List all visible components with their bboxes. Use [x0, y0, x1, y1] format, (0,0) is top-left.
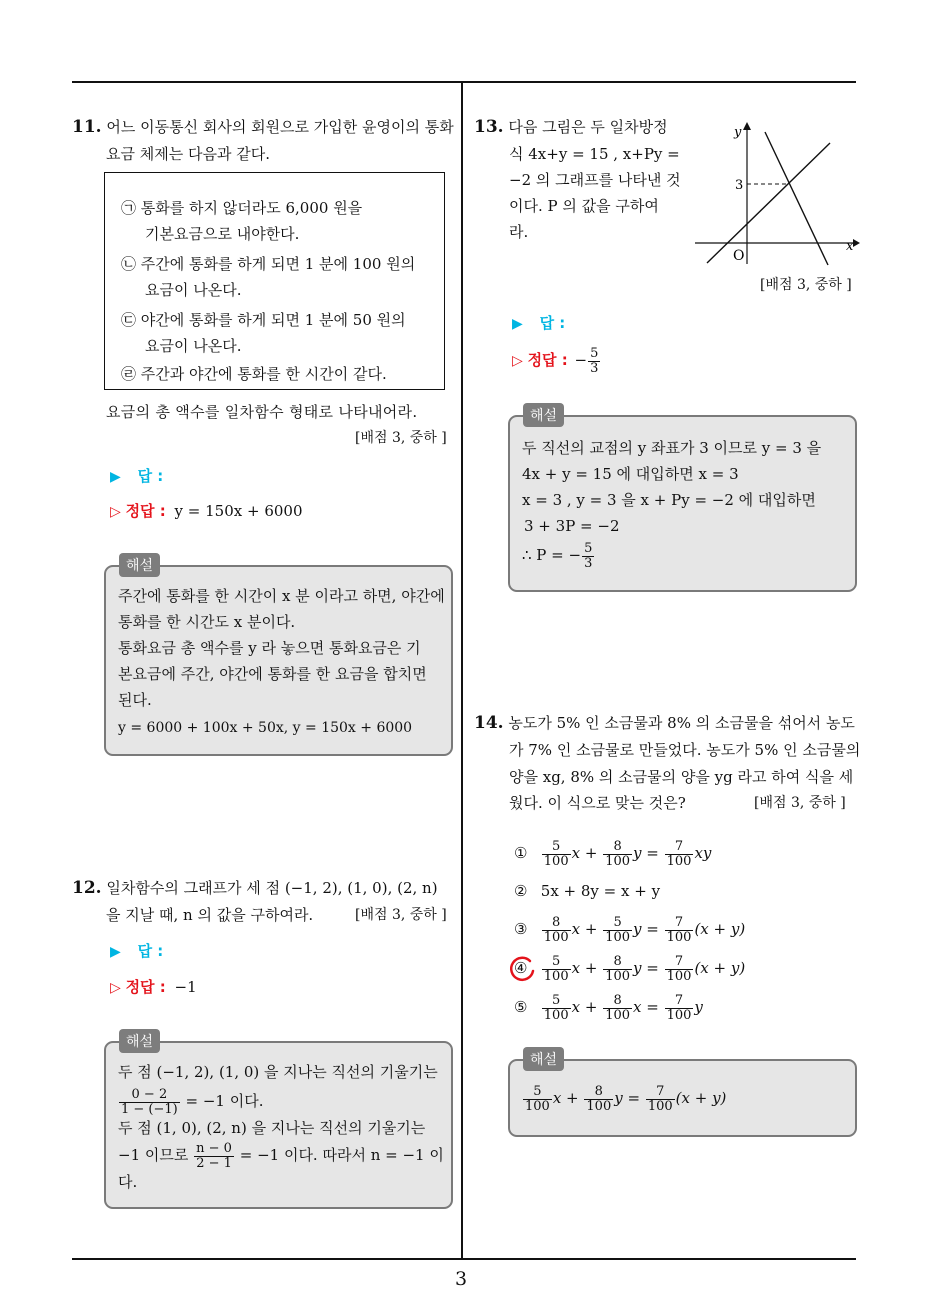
q11-correct-label: 정답 :: [125, 502, 166, 520]
column-divider: [461, 82, 463, 1260]
q13-correct-fraction: $\frac{5}{3}$: [590, 345, 599, 376]
answer-arrow-icon: ▶: [110, 469, 121, 485]
q14-option-5[interactable]: ⑤ $\frac{5}{100}$ x + $\frac{8}{100}$ x = $\frac{7}{100}$ y: [514, 992, 703, 1023]
q13-explanation-box: 두 직선의 교점의 y 좌표가 3 이므로 y = 3 을 4x + y = 15 에 대입하면 x = 3 x = 3 , y = 3 을 x + Py = −2 에 대입하면 3 + 3P = −2 ∴ P = − $\frac{5}{3}$: [508, 415, 857, 592]
answer-arrow-icon: ▶: [512, 316, 523, 332]
q11-number: 11.: [72, 117, 102, 137]
y-tick-label: 3: [735, 178, 744, 193]
q12-answer-label: 답 :: [137, 942, 164, 960]
q11-cond-1: ㉠ 통화를 하지 않더라도 6,000 원을: [121, 199, 363, 217]
q11-cond-1b: 기본요금으로 내야한다.: [145, 225, 300, 243]
q12-answer-row: [110, 940, 163, 963]
bottom-rule: [72, 1258, 856, 1260]
q13-answer-row: [512, 312, 565, 335]
q11-cond-2b: 요금이 나온다.: [145, 281, 242, 299]
q11-stem-line2: 요금 체제는 다음과 같다.: [106, 145, 270, 163]
q12-score: [배점 3, 중하 ]: [355, 907, 447, 923]
correct-answer-circle-icon: [508, 955, 536, 983]
q11-correct-value: y = 150x + 6000: [174, 502, 303, 520]
q14-option-1[interactable]: ① $\frac{5}{100}$ x + $\frac{8}{100}$ y = $\frac{7}{100}$ xy: [514, 838, 712, 869]
q13-stem-line1: 13. 다음 그림은 두 일차방정: [474, 117, 668, 137]
page-number: 3: [455, 1268, 468, 1290]
q14-option-3[interactable]: ③ $\frac{8}{100}$ x + $\frac{5}{100}$ y = $\frac{7}{100}$ (x + y): [514, 914, 746, 945]
q11-cond-3: ㉢ 야간에 통화를 하게 되면 1 분에 50 원의: [121, 311, 406, 329]
q11-answer-row: [110, 465, 163, 488]
correct-arrow-icon: ▷: [512, 353, 523, 369]
q14-explanation-box: $\frac{5}{100}$ x + $\frac{8}{100}$ y = $\frac{7}{100}$ (x + y): [508, 1059, 857, 1137]
q11-stem-line1: 11. 어느 이동통신 회사의 회원으로 가입한 윤영이의 통화: [72, 117, 454, 137]
q13-exp-fraction: $\frac{5}{3}$: [584, 540, 593, 571]
q11-answer-label: 답 :: [137, 467, 164, 485]
correct-arrow-icon: ▷: [110, 504, 121, 520]
q12-correct-label: 정답 :: [125, 978, 166, 996]
q11-cond-3b: 요금이 나온다.: [145, 337, 242, 355]
q13-answer-label: 답 :: [539, 314, 566, 332]
q13-correct-label: 정답 :: [527, 351, 568, 369]
q11-condition-box: [104, 172, 445, 390]
q11-explanation-tag: 해설: [119, 553, 160, 577]
q14-explanation-tag: 해설: [523, 1047, 564, 1071]
q12-explanation-box: 두 점 (−1, 2), (1, 0) 을 지나는 직선의 기울기는 $\frac{0 - 2}{1 - (-1)}$ = −1 이다. 두 점 (1, 0), (2, n) 을 지나는 직선의 기울기는 −1 이므로 $\frac{n - 0}{2 - 1}$ = −1 이다. 따라서 n = −1 이 다.: [104, 1041, 453, 1209]
q12-slope-fraction-2: $\frac{n - 0}{2 - 1}$: [196, 1140, 232, 1171]
top-rule: [72, 81, 856, 83]
q13-graph: [690, 118, 860, 268]
correct-arrow-icon: ▷: [110, 980, 121, 996]
q11-question: 요금의 총 액수를 일차함수 형태로 나타내어라.: [106, 403, 418, 421]
y-axis-label: y: [734, 125, 742, 140]
q12-correct-row: [110, 976, 197, 999]
q12-stem-line2: 을 지날 때, n 의 값을 구하여라.: [106, 906, 314, 924]
q11-cond-4: ㉣ 주간과 야간에 통화를 한 시간이 같다.: [121, 365, 387, 383]
q14-stem-line1: 14. 농도가 5% 인 소금물과 8% 의 소금물을 섞어서 농도: [474, 713, 855, 733]
q13-number: 13.: [474, 117, 504, 137]
q12-number: 12.: [72, 878, 102, 898]
x-axis-label: x: [846, 239, 854, 254]
q11-explanation-box: 주간에 통화를 한 시간이 x 분 이라고 하면, 야간에 통화를 한 시간도 x 분이다. 통화요금 총 액수를 y 라 놓으면 통화요금은 기 본요금에 주간, 야간에 통화를 한 요금을 합치면 된다. y = 6000 + 100x + 50x, y = 150x + 6000: [104, 565, 453, 756]
q12-slope-fraction-1: $\frac{0 - 2}{1 - (-1)}$: [121, 1086, 178, 1117]
q12-stem-line1: 12. 일차함수의 그래프가 세 점 (−1, 2), (1, 0), (2, n): [72, 878, 438, 898]
q14-option-4[interactable]: ④ $\frac{5}{100}$ x + $\frac{8}{100}$ y = $\frac{7}{100}$ (x + y): [514, 953, 746, 984]
q13-score: [배점 3, 중하 ]: [760, 277, 852, 293]
origin-label: O: [733, 248, 745, 264]
q14-score: [배점 3, 중하 ]: [754, 795, 846, 811]
q12-explanation-tag: 해설: [119, 1029, 160, 1053]
q11-cond-2: ㉡ 주간에 통화를 하게 되면 1 분에 100 원의: [121, 255, 416, 273]
answer-arrow-icon: ▶: [110, 944, 121, 960]
q11-correct-row: [110, 500, 303, 523]
q14-number: 14.: [474, 713, 504, 733]
q11-score: [배점 3, 중하 ]: [355, 430, 447, 446]
q12-correct-value: −1: [174, 978, 197, 996]
q13-correct-row: ▷ 정답 : − $\frac{5}{3}$: [512, 345, 599, 376]
q14-option-2[interactable]: ② 5x + 8y = x + y: [514, 882, 661, 900]
q13-explanation-tag: 해설: [523, 403, 564, 427]
